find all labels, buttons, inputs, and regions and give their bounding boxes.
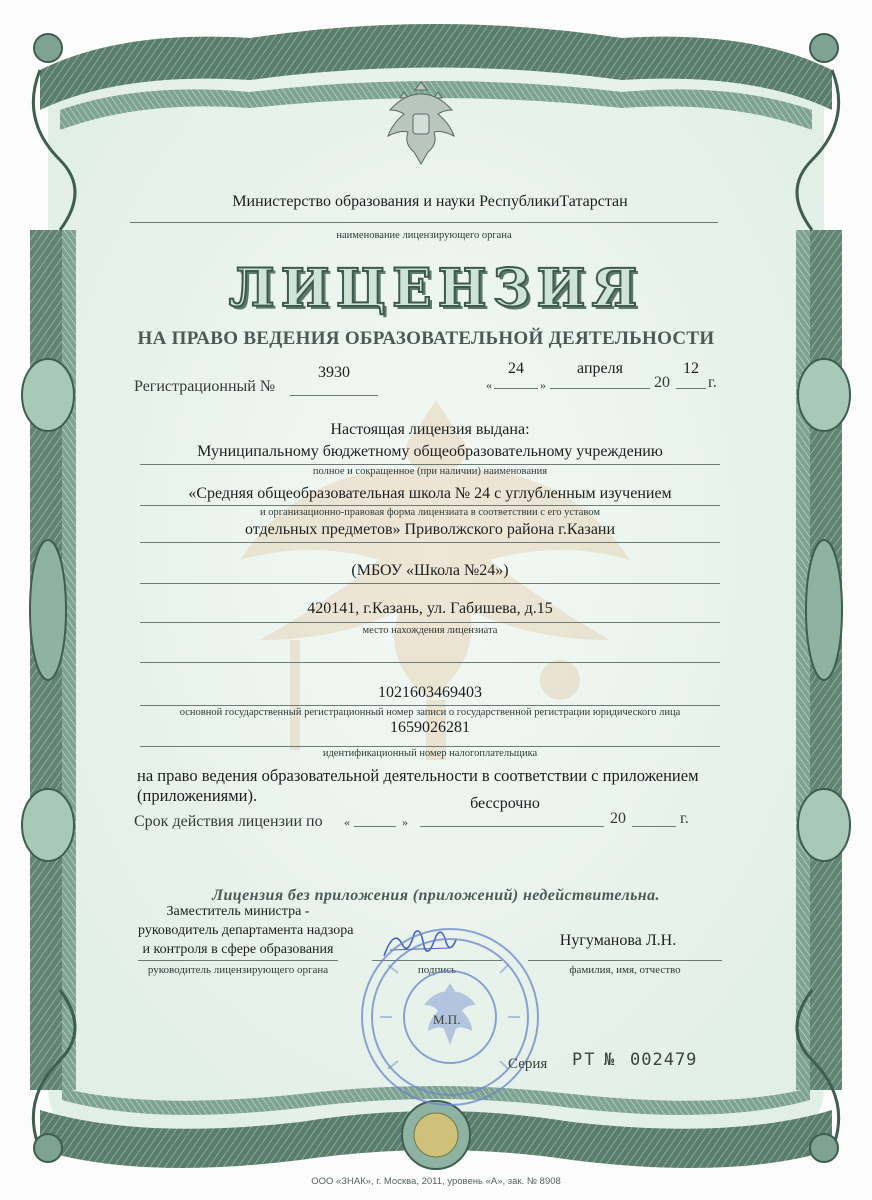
issued-to-heading: Настоящая лицензия выдана:: [330, 421, 530, 438]
underline: [140, 705, 720, 706]
invalid-without-appendix-notice: Лицензия без приложения (приложений) недействительна.: [212, 887, 660, 904]
validity-year-unit: г.: [680, 810, 689, 827]
inn-caption: идентификационный номер налогоплательщика: [322, 748, 538, 759]
underline: [140, 464, 720, 465]
coat-of-arms-emblem: [384, 80, 458, 166]
underline: [140, 746, 720, 747]
licensee-name-line3: отдельных предметов» Приволжского района г.Казани: [244, 521, 616, 538]
underline: [140, 583, 720, 584]
document-subtitle: НА ПРАВО ВЕДЕНИЯ ОБРАЗОВАТЕЛЬНОЙ ДЕЯТЕЛЬНОСТИ: [137, 328, 715, 349]
underline: [528, 960, 722, 961]
signatory-name: Нугуманова Л.Н.: [559, 932, 677, 949]
ogrn-caption: основной государственный регистрационный номер записи о государственной регистрации юридического лица: [179, 707, 681, 718]
licensee-address: 420141, г.Казань, ул. Габишева, д.15: [307, 600, 553, 617]
series-number: 002479: [630, 1050, 698, 1070]
series-code: РТ: [572, 1050, 597, 1070]
inn-value: 1659026281: [390, 719, 470, 736]
licensee-name-caption2: и организационно-правовая форма лицензиата в соответствии с его уставом: [259, 507, 601, 518]
validity-close-quote: »: [402, 815, 408, 829]
registration-label: Регистрационный №: [134, 378, 276, 395]
licensee-short-name: (МБОУ «Школа №24»): [351, 562, 509, 579]
ogrn-value: 1021603469403: [378, 684, 482, 701]
underline: [354, 826, 396, 827]
registration-open-quote: «: [486, 378, 492, 392]
underline: [290, 395, 378, 396]
registration-month: апреля: [577, 360, 623, 377]
series-label: Серия: [508, 1056, 548, 1072]
underline: [494, 388, 538, 389]
signatory-position-line3: и контроля в сфере образования: [142, 942, 334, 957]
signatory-position-caption: руководитель лицензирующего органа: [147, 964, 329, 976]
scope-line1: на право ведения образовательной деятельности в соответствии с приложением: [137, 766, 699, 785]
signatory-name-caption: фамилия, имя, отчество: [569, 964, 681, 976]
validity-label: Срок действия лицензии по: [134, 813, 323, 830]
underline: [130, 222, 718, 223]
registration-close-quote: »: [540, 378, 546, 392]
underline: [420, 826, 604, 827]
underline: [550, 388, 650, 389]
licensee-name-line1: Муниципальному бюджетному общеобразовательному учреждению: [197, 443, 663, 460]
underline: [140, 505, 720, 506]
signatory-position-line1: Заместитель министра -: [166, 904, 310, 919]
licensing-authority-caption: наименование лицензирующего органа: [336, 230, 512, 241]
underline: [676, 388, 706, 389]
validity-open-quote: «: [344, 815, 350, 829]
underline: [140, 542, 720, 543]
signature-caption: подпись: [417, 964, 457, 976]
underline: [632, 826, 676, 827]
validity-value: бессрочно: [470, 795, 540, 812]
registration-year-prefix: 20: [654, 374, 670, 391]
registration-number: 3930: [318, 364, 350, 381]
underline: [138, 960, 338, 961]
stamp-mark-label: М.П.: [433, 1012, 461, 1027]
underline: [140, 662, 720, 663]
registration-year-suffix: 12: [683, 360, 699, 377]
signatory-position-line2: руководитель департамента надзора: [138, 923, 354, 938]
registration-day: 24: [508, 360, 524, 377]
registration-year-unit: г.: [708, 374, 717, 391]
underline: [140, 622, 720, 623]
printer-imprint: ООО «ЗНАК», г. Москва, 2011, уровень «А», зак. № 8908: [311, 1176, 561, 1187]
scope-line2: (приложениями).: [137, 786, 258, 805]
validity-year-prefix: 20: [610, 810, 626, 827]
licensee-name-caption1: полное и сокращенное (при наличии) наименования: [312, 466, 548, 477]
licensee-name-line2: «Средняя общеобразовательная школа № 24 с углубленным изучением: [188, 485, 672, 502]
licensee-address-caption: место нахождения лицензиата: [362, 625, 498, 636]
series-number-sign: №: [604, 1050, 615, 1070]
licensing-authority-name: Министерство образования и науки РеспубликиТатарстан: [232, 193, 628, 210]
document-title: ЛИЦЕНЗИЯ: [228, 258, 644, 319]
